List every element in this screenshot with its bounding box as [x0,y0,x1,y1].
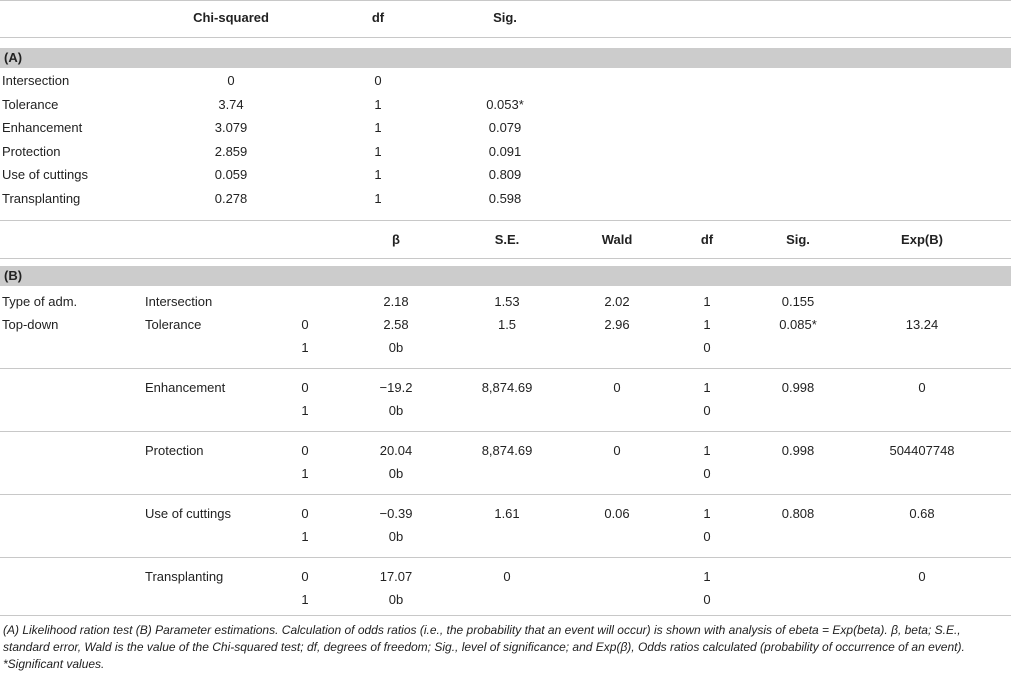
sig-value: 0.091 [488,144,522,159]
header-df: df [371,10,385,25]
footnote-text: (A) Likelihood ration test (B) Parameter estimations. Calculation of odds ratios (i.e., the probability that an event will occur) is shown with analysis of ebeta = Exp(beta). β, beta; S.E., standard error, Wald is the value of the Chi-squared test; df, degrees of freedom; Sig., level of significance; and Exp(β), Odds ratios calculated (probability of occurrence of an event). [3,623,965,654]
chi-squared-value: 2.859 [214,144,248,159]
chi-squared-value: 3.079 [214,120,248,135]
beta-value: 0b [388,466,404,481]
beta-value: 0b [388,403,404,418]
footnote-significance: *Significant values. [3,657,105,671]
parameter-name: Transplanting [145,569,224,584]
section-band-a [0,48,1011,68]
group-separator [0,431,1011,432]
sig-b-value: 0.808 [781,506,815,521]
beta-value: −0.39 [379,506,413,521]
expb-value: 0 [918,569,926,584]
section-band-b [0,266,1011,286]
table-footnote [3,622,1008,673]
chi-squared-value: 0 [227,73,235,88]
section-label-a: (A) [4,50,23,65]
se-value: 8,874.69 [481,380,533,395]
df-value: 1 [374,167,382,182]
wald-value: 2.02 [604,294,630,309]
sig-value: 0.598 [488,191,522,206]
expb-value: 13.24 [905,317,939,332]
wald-value: 0 [613,443,621,458]
header-chi-squared: Chi-squared [193,10,269,25]
beta-value: 2.58 [383,317,409,332]
row-label: Transplanting [2,191,81,206]
df-b-value: 1 [703,569,711,584]
sig-b-value: 0.155 [781,294,815,309]
sig-value: 0.809 [488,167,522,182]
header-wald: Wald [601,232,633,247]
group-separator [0,368,1011,369]
sig-b-value: 0.085* [779,317,817,332]
level-value: 1 [301,340,309,355]
level-value: 0 [301,380,309,395]
df-b-value: 1 [703,317,711,332]
parameter-name: Protection [145,443,204,458]
sig-b-value: 0.998 [781,380,815,395]
chi-squared-value: 3.74 [218,97,244,112]
se-value: 1.61 [494,506,520,521]
header-expb: Exp(B) [901,232,943,247]
df-b-value: 1 [703,443,711,458]
parameter-name: Use of cuttings [145,506,231,521]
sig-value: 0.053* [486,97,524,112]
type-of-adm-label: Type of adm. [2,294,78,309]
group-separator [0,557,1011,558]
group-separator [0,494,1011,495]
df-value: 0 [374,73,382,88]
row-label: Use of cuttings [2,167,88,182]
row-label: Intersection [2,73,70,88]
df-b-value: 0 [703,529,711,544]
level-value: 1 [301,403,309,418]
df-b-value: 1 [703,380,711,395]
beta-value: −19.2 [379,380,413,395]
parameter-name: Tolerance [145,317,202,332]
expb-value: 0.68 [909,506,935,521]
table-b-bottom-rule [0,615,1011,616]
chi-squared-value: 0.278 [214,191,248,206]
parameter-name: Intersection [145,294,213,309]
wald-value: 2.96 [604,317,630,332]
df-b-value: 1 [703,294,711,309]
se-value: 1.53 [494,294,520,309]
wald-value: 0.06 [604,506,630,521]
wald-value: 0 [613,380,621,395]
sig-value: 0.079 [488,120,522,135]
df-b-value: 1 [703,506,711,521]
header-beta: β [392,232,400,247]
se-value: 1.5 [497,317,517,332]
top-rule [0,0,1011,1]
df-value: 1 [374,120,382,135]
expb-value: 504407748 [889,443,955,458]
expb-value: 0 [918,380,926,395]
parameter-name: Enhancement [145,380,226,395]
beta-value: 17.07 [379,569,413,584]
header-sig: Sig. [493,10,517,25]
level-value: 0 [301,317,309,332]
sig-b-value: 0.998 [781,443,815,458]
level-value: 1 [301,466,309,481]
level-value: 0 [301,506,309,521]
level-value: 0 [301,569,309,584]
row-label: Enhancement [2,120,83,135]
df-value: 1 [374,97,382,112]
beta-value: 0b [388,592,404,607]
top-down-label: Top-down [2,317,59,332]
header-rule-b [0,258,1011,259]
row-label: Tolerance [2,97,59,112]
beta-value: 2.18 [383,294,409,309]
df-b-value: 0 [703,403,711,418]
df-b-value: 0 [703,340,711,355]
header-df-b: df [700,232,714,247]
beta-value: 0b [388,340,404,355]
df-b-value: 0 [703,466,711,481]
beta-value: 0b [388,529,404,544]
header-sig-b: Sig. [786,232,810,247]
se-value: 8,874.69 [481,443,533,458]
beta-value: 20.04 [379,443,413,458]
header-se: S.E. [494,232,520,247]
se-value: 0 [503,569,511,584]
header-rule-a [0,37,1011,38]
table-a-bottom-rule [0,220,1011,221]
level-value: 1 [301,529,309,544]
df-b-value: 0 [703,592,711,607]
df-value: 1 [374,191,382,206]
level-value: 1 [301,592,309,607]
section-label-b: (B) [4,268,23,283]
level-value: 0 [301,443,309,458]
row-label: Protection [2,144,61,159]
df-value: 1 [374,144,382,159]
chi-squared-value: 0.059 [214,167,248,182]
